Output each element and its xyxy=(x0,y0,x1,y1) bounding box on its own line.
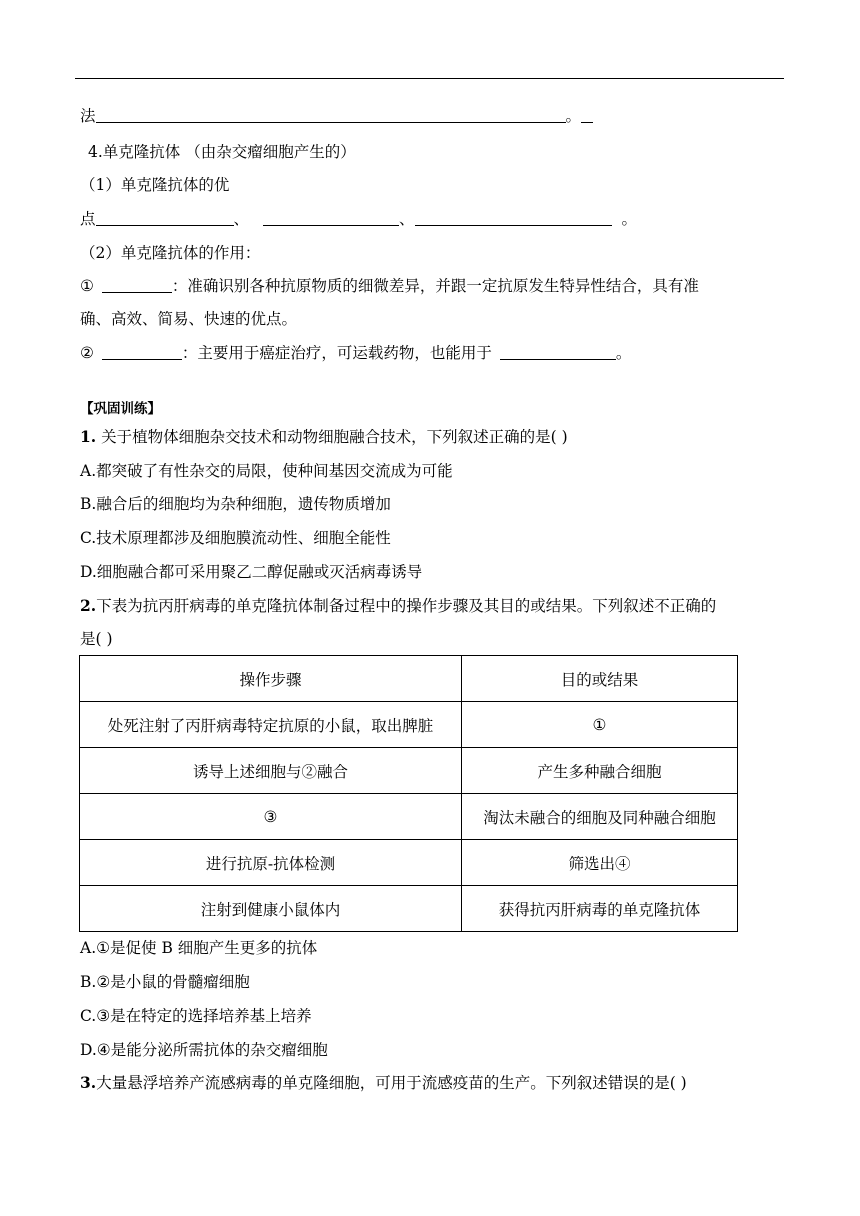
table-cell: ① xyxy=(462,702,738,748)
blank-1[interactable] xyxy=(96,106,566,123)
q2-option-b[interactable]: B.②是小鼠的骨髓瘤细胞 xyxy=(80,973,250,991)
table-cell: 产生多种融合细胞 xyxy=(462,748,738,794)
table-row xyxy=(80,840,738,886)
line-use-1 xyxy=(80,276,699,296)
table-row xyxy=(80,794,738,840)
practice-header: 【巩固训练】 xyxy=(80,401,161,417)
q1-option-b[interactable]: B.融合后的细胞均为杂种细胞，遗传物质增加 xyxy=(80,495,391,513)
line-use-2 xyxy=(80,343,631,363)
end-1: 。 xyxy=(621,210,638,228)
mark-2: ② xyxy=(80,344,94,362)
q2-option-a[interactable]: A.①是促使 B 细胞产生更多的抗体 xyxy=(80,939,318,957)
table-header: 操作步骤 xyxy=(80,656,462,702)
blank-use-2[interactable] xyxy=(102,343,182,360)
table-row xyxy=(80,702,738,748)
sep-2: 、 xyxy=(399,210,415,228)
blank-use-1[interactable] xyxy=(102,276,172,293)
q2-number: 2. xyxy=(80,596,97,615)
line-advantages xyxy=(80,209,637,229)
q2-table xyxy=(79,655,738,932)
q3-text: 大量悬浮培养产流感病毒的单克隆细胞，可用于流感疫苗的生产。下列叙述错误的是( ) xyxy=(96,1074,687,1092)
header-rule xyxy=(75,78,784,79)
blank-advantage-1[interactable] xyxy=(96,209,234,226)
table-cell: 进行抗原-抗体检测 xyxy=(80,840,462,886)
q1-option-a[interactable]: A.都突破了有性杂交的局限，使种间基因交流成为可能 xyxy=(80,462,453,480)
q1-number: 1. xyxy=(80,427,97,446)
line-fa xyxy=(80,106,593,126)
table-cell: 诱导上述细胞与②融合 xyxy=(80,748,462,794)
q2-stem-2: 是( ) xyxy=(80,630,113,648)
table-row xyxy=(80,886,738,932)
text-fa: 法 xyxy=(80,107,96,125)
table-cell: 注射到健康小鼠体内 xyxy=(80,886,462,932)
sub-1-heading: （1）单克隆抗体的优 xyxy=(80,176,230,194)
blank-use-2b[interactable] xyxy=(500,343,616,360)
q1-stem xyxy=(80,427,568,447)
line-use-1b: 确、高效、简易、快速的优点。 xyxy=(80,310,298,328)
table-header-row xyxy=(80,656,738,702)
q2-text: 下表为抗丙肝病毒的单克隆抗体制备过程中的操作步骤及其目的或结果。下列叙述不正确的 xyxy=(96,597,717,615)
text-fa-end: 。 xyxy=(565,107,582,125)
q3-stem xyxy=(80,1073,687,1093)
sub-2-heading: （2）单克隆抗体的作用： xyxy=(80,244,261,262)
table-row xyxy=(80,748,738,794)
text-dian: 点 xyxy=(80,210,96,228)
q2-option-c[interactable]: C.③是在特定的选择培养基上培养 xyxy=(80,1007,312,1025)
q2-option-d[interactable]: D.④是能分泌所需抗体的杂交瘤细胞 xyxy=(80,1041,328,1059)
section-4-heading: 4.单克隆抗体 （由杂交瘤细胞产生的） xyxy=(88,143,356,161)
blank-advantage-3[interactable] xyxy=(415,209,612,226)
use-1-text: ：准确识别各种抗原物质的细微差异，并跟一定抗原发生特异性结合，具有准 xyxy=(171,277,699,295)
mark-1: ① xyxy=(80,277,94,295)
table-cell: 获得抗丙肝病毒的单克隆抗体 xyxy=(462,886,738,932)
table-cell: ③ xyxy=(80,794,462,840)
q2-stem xyxy=(80,596,716,616)
end-2: 。 xyxy=(615,344,632,362)
table-cell: 淘汰未融合的细胞及同种融合细胞 xyxy=(462,794,738,840)
q1-option-d[interactable]: D.细胞融合都可采用聚乙二醇促融或灭活病毒诱导 xyxy=(80,563,423,581)
sep-1: 、 xyxy=(233,210,250,228)
q1-text: 关于植物体细胞杂交技术和动物细胞融合技术，下列叙述正确的是( ) xyxy=(96,428,568,446)
table-cell: 处死注射了丙肝病毒特定抗原的小鼠，取出脾脏 xyxy=(80,702,462,748)
table-header: 目的或结果 xyxy=(462,656,738,702)
q3-number: 3. xyxy=(80,1073,97,1092)
use-2-text: ：主要用于癌症治疗，可运载药物，也能用于 xyxy=(181,344,492,362)
blank-1b xyxy=(581,106,593,123)
blank-advantage-2[interactable] xyxy=(263,209,399,226)
table-cell: 筛选出④ xyxy=(462,840,738,886)
q1-option-c[interactable]: C.技术原理都涉及细胞膜流动性、细胞全能性 xyxy=(80,529,391,547)
